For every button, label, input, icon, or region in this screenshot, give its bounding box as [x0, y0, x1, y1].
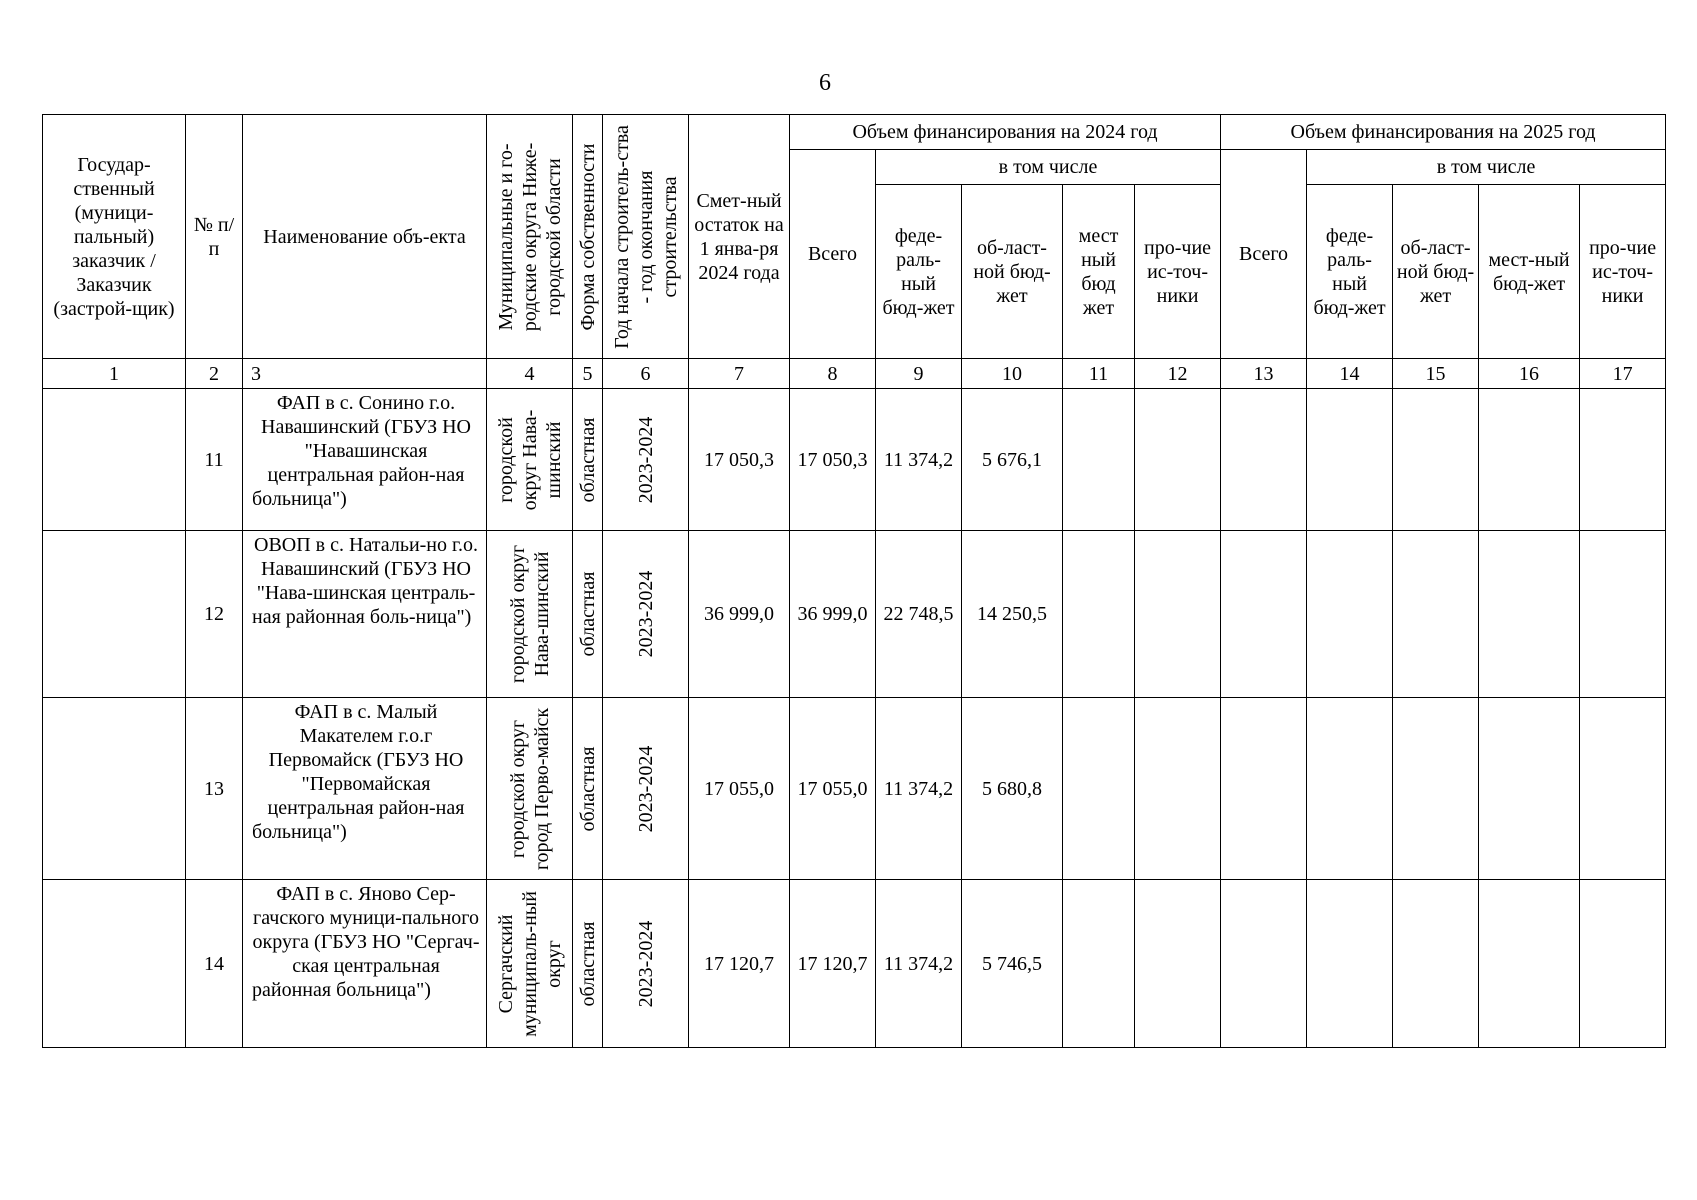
cell-local-2025: [1479, 698, 1580, 880]
cell-total-2025: [1221, 531, 1307, 698]
cell-local-2025: [1479, 389, 1580, 531]
col-num: 3: [243, 359, 487, 389]
header-fin-2025: Объем финансирования на 2025 год: [1221, 115, 1666, 150]
col-num: 11: [1063, 359, 1135, 389]
cell-customer: [43, 698, 186, 880]
header-years-text: Год начала строитель-ства - год окончания строительства: [610, 124, 681, 349]
col-num: 1: [43, 359, 186, 389]
cell-object-name: ФАП в с. Сонино г.о. Навашинский (ГБУЗ НО "Навашинская центральная район-ная больница"): [243, 389, 487, 531]
cell-years: [603, 531, 689, 698]
cell-federal-2025: [1307, 880, 1393, 1048]
cell-total-2024: 17 120,7: [790, 880, 876, 1048]
col-num: 15: [1393, 359, 1479, 389]
cell-ownership: [573, 880, 603, 1048]
cell-municipal-text: городской округ Нава-шинский: [494, 409, 565, 510]
cell-municipal-text: Сергачский муниципаль-ный округ: [494, 890, 565, 1037]
col-num: 4: [487, 359, 573, 389]
header-object-name: Наименование объ-екта: [243, 115, 487, 359]
cell-regional-2024: 5 676,1: [962, 389, 1063, 531]
col-num: 10: [962, 359, 1063, 389]
cell-customer: [43, 880, 186, 1048]
cell-object-name: ОВОП в с. Натальи-но г.о. Навашинский (ГБУЗ НО "Нава-шинская централь-ная районная боль-ница"): [243, 531, 487, 698]
cell-federal-2024: 11 374,2: [876, 389, 962, 531]
col-num: 17: [1580, 359, 1666, 389]
cell-local-2025: [1479, 531, 1580, 698]
cell-object-name: ФАП в с. Малый Макателем г.о.г Первомайск (ГБУЗ НО "Первомайская центральная район-ная больница"): [243, 698, 487, 880]
header-other-2025: про-чие ис-точ-ники: [1580, 185, 1666, 359]
col-num: 13: [1221, 359, 1307, 389]
cell-regional-2024: 5 746,5: [962, 880, 1063, 1048]
cell-remainder: 36 999,0: [689, 531, 790, 698]
cell-other-2024: [1135, 531, 1221, 698]
table-row: [43, 880, 1666, 1048]
cell-regional-2025: [1393, 880, 1479, 1048]
header-fin-2024: Объем финансирования на 2024 год: [790, 115, 1221, 150]
cell-other-2025: [1580, 531, 1666, 698]
header-other-2024: про-чие ис-точ-ники: [1135, 185, 1221, 359]
cell-ownership-text: областная: [576, 417, 599, 502]
header-local-2024: мест ный бюд жет: [1063, 185, 1135, 359]
header-municipal-text: Муниципальные и го-родские округа Ниже-городской области: [494, 142, 565, 331]
cell-municipal-text: городской округ город Перво-майск: [506, 707, 553, 870]
cell-federal-2024: 22 748,5: [876, 531, 962, 698]
col-num: 7: [689, 359, 790, 389]
data-rows: [43, 389, 1666, 1048]
cell-other-2024: [1135, 698, 1221, 880]
cell-federal-2024: 11 374,2: [876, 880, 962, 1048]
header-municipal: [487, 115, 573, 359]
cell-years-text: 2023-2024: [634, 745, 657, 832]
col-num: 14: [1307, 359, 1393, 389]
cell-local-2025: [1479, 880, 1580, 1048]
cell-remainder: 17 050,3: [689, 389, 790, 531]
cell-regional-2024: 14 250,5: [962, 531, 1063, 698]
cell-ownership-text: областная: [576, 571, 599, 657]
header-total-2024: Всего: [790, 150, 876, 359]
cell-remainder: 17 055,0: [689, 698, 790, 880]
header-remainder: Смет-ный остаток на 1 янва-ря 2024 года: [689, 115, 790, 359]
cell-other-2025: [1580, 698, 1666, 880]
cell-federal-2025: [1307, 698, 1393, 880]
header-including-2024: в том числе: [876, 150, 1221, 185]
cell-nn: 11: [186, 389, 243, 531]
cell-municipal-text: городской округ Нава-шинский: [506, 544, 553, 684]
header-including-2025: в том числе: [1307, 150, 1666, 185]
cell-other-2024: [1135, 389, 1221, 531]
cell-other-2025: [1580, 880, 1666, 1048]
header-local-2025: мест-ный бюд-жет: [1479, 185, 1580, 359]
cell-total-2025: [1221, 389, 1307, 531]
column-number-row: [43, 359, 1666, 389]
col-num: 5: [573, 359, 603, 389]
cell-federal-2025: [1307, 531, 1393, 698]
cell-ownership: [573, 389, 603, 531]
table-row: [43, 389, 1666, 531]
col-num: 8: [790, 359, 876, 389]
cell-customer: [43, 389, 186, 531]
cell-years-text: 2023-2024: [634, 416, 657, 503]
cell-customer: [43, 531, 186, 698]
cell-regional-2025: [1393, 531, 1479, 698]
col-num: 9: [876, 359, 962, 389]
cell-ownership-text: областная: [576, 921, 599, 1006]
cell-other-2024: [1135, 880, 1221, 1048]
cell-ownership: [573, 531, 603, 698]
header-nn: № п/п: [186, 115, 243, 359]
cell-total-2025: [1221, 880, 1307, 1048]
cell-other-2025: [1580, 389, 1666, 531]
header-regional-2024: об-ласт-ной бюд-жет: [962, 185, 1063, 359]
table-row: [43, 531, 1666, 698]
cell-federal-2024: 11 374,2: [876, 698, 962, 880]
cell-ownership: [573, 698, 603, 880]
header-customer: Государ-ственный (муници-пальный) заказчик / Заказчик (застрой-щик): [43, 115, 186, 359]
cell-regional-2024: 5 680,8: [962, 698, 1063, 880]
cell-regional-2025: [1393, 389, 1479, 531]
header-federal-2025: феде-раль-ный бюд-жет: [1307, 185, 1393, 359]
cell-municipal: [487, 531, 573, 698]
cell-remainder: 17 120,7: [689, 880, 790, 1048]
header-federal-2024: феде-раль-ный бюд-жет: [876, 185, 962, 359]
financing-table: [42, 114, 1666, 1048]
cell-total-2024: 17 050,3: [790, 389, 876, 531]
cell-total-2025: [1221, 698, 1307, 880]
cell-local-2024: [1063, 389, 1135, 531]
col-num: 16: [1479, 359, 1580, 389]
header-ownership: [573, 115, 603, 359]
cell-nn: 13: [186, 698, 243, 880]
cell-years-text: 2023-2024: [634, 920, 657, 1007]
cell-local-2024: [1063, 531, 1135, 698]
col-num: 2: [186, 359, 243, 389]
cell-nn: 14: [186, 880, 243, 1048]
cell-regional-2025: [1393, 698, 1479, 880]
header-total-2025: Всего: [1221, 150, 1307, 359]
header-years: [603, 115, 689, 359]
cell-object-name: ФАП в с. Яново Сер-гачского муници-пального округа (ГБУЗ НО "Сергач-ская центральная районная больница"): [243, 880, 487, 1048]
col-num: 6: [603, 359, 689, 389]
cell-municipal: [487, 880, 573, 1048]
cell-municipal: [487, 389, 573, 531]
cell-years: [603, 698, 689, 880]
col-num: 12: [1135, 359, 1221, 389]
cell-local-2024: [1063, 698, 1135, 880]
cell-years: [603, 389, 689, 531]
cell-years-text: 2023-2024: [634, 570, 657, 658]
header-ownership-text: Форма собственности: [576, 143, 599, 330]
cell-municipal: [487, 698, 573, 880]
cell-federal-2025: [1307, 389, 1393, 531]
cell-total-2024: 17 055,0: [790, 698, 876, 880]
cell-total-2024: 36 999,0: [790, 531, 876, 698]
table-row: [43, 698, 1666, 880]
cell-years: [603, 880, 689, 1048]
cell-local-2024: [1063, 880, 1135, 1048]
header-regional-2025: об-ласт-ной бюд-жет: [1393, 185, 1479, 359]
page-number: 6: [819, 70, 831, 96]
cell-ownership-text: областная: [576, 746, 599, 831]
cell-nn: 12: [186, 531, 243, 698]
